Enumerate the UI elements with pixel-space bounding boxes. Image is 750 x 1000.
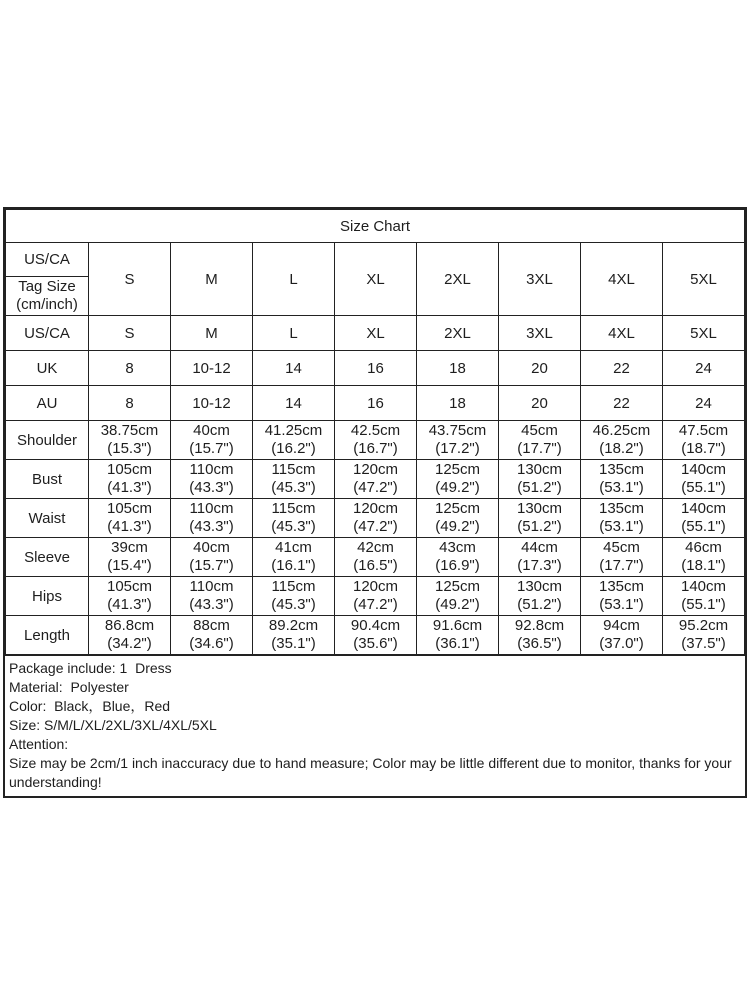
- measure-cell: [663, 499, 745, 538]
- size-cell: 2XL: [417, 316, 499, 351]
- measure-cell: [89, 577, 171, 616]
- measure-cm: 125cm: [434, 578, 481, 595]
- row-label: Waist: [6, 499, 89, 538]
- measure-inch: (18.2"): [599, 440, 644, 457]
- measure-cell: [335, 577, 417, 616]
- measure-cm: 86.8cm: [104, 617, 155, 634]
- measure-inch: (15.3"): [107, 440, 152, 457]
- measure-cm: 47.5cm: [678, 422, 729, 439]
- measure-inch: (18.7"): [681, 440, 726, 457]
- measure-cell: [663, 538, 745, 577]
- measure-inch: (16.2"): [271, 440, 316, 457]
- measure-cell: [581, 538, 663, 577]
- measure-inch: (18.1"): [681, 557, 726, 574]
- measure-cm: 140cm: [680, 500, 727, 517]
- note-line-2: Color: Black，Blue，Red: [9, 698, 171, 714]
- size-cell: 8: [89, 386, 171, 421]
- measure-cell: [253, 616, 335, 655]
- size-cell: 5XL: [663, 316, 745, 351]
- measure-inch: (51.2"): [517, 518, 562, 535]
- measure-inch: (47.2"): [353, 479, 398, 496]
- measure-cm: 120cm: [352, 578, 399, 595]
- size-cell: 10-12: [171, 386, 253, 421]
- measure-row-bust: [6, 460, 745, 499]
- measure-inch: (51.2"): [517, 596, 562, 613]
- measure-inch: (49.2"): [435, 518, 480, 535]
- header-size-2xl: 2XL: [417, 243, 499, 316]
- measure-row-shoulder: [6, 421, 745, 460]
- measure-row-hips: [6, 577, 745, 616]
- measure-cm: 44cm: [521, 539, 558, 556]
- measure-cell: [171, 538, 253, 577]
- measure-cell: [89, 538, 171, 577]
- measure-inch: (16.1"): [271, 557, 316, 574]
- measure-cell: [499, 538, 581, 577]
- measure-cm: 91.6cm: [432, 617, 483, 634]
- measure-cell: [335, 421, 417, 460]
- note-line-3: Size: S/M/L/XL/2XL/3XL/4XL/5XL: [9, 717, 217, 733]
- measure-cell: [89, 460, 171, 499]
- measure-cm: 125cm: [434, 461, 481, 478]
- measure-cell: [89, 499, 171, 538]
- measure-cell: [171, 421, 253, 460]
- measure-cm: 40cm: [193, 539, 230, 556]
- size-cell: 18: [417, 386, 499, 421]
- measure-cm: 135cm: [598, 500, 645, 517]
- measure-inch: (41.3"): [107, 518, 152, 535]
- corner-cell-tag-size: [6, 277, 89, 316]
- size-cell: 8: [89, 351, 171, 386]
- measure-inch: (37.0"): [599, 635, 644, 652]
- size-row-au: [6, 386, 745, 421]
- measure-inch: (17.3"): [517, 557, 562, 574]
- table-title: Size Chart: [6, 210, 745, 243]
- measure-inch: (53.1"): [599, 596, 644, 613]
- measure-inch: (45.3"): [271, 518, 316, 535]
- measure-cell: [581, 616, 663, 655]
- measure-cm: 110cm: [189, 461, 234, 478]
- header-size-xl: XL: [335, 243, 417, 316]
- header-size-3xl: 3XL: [499, 243, 581, 316]
- measure-inch: (49.2"): [435, 596, 480, 613]
- size-cell: M: [171, 316, 253, 351]
- size-cell: 14: [253, 386, 335, 421]
- row-label: Bust: [6, 460, 89, 499]
- measure-cell: [581, 421, 663, 460]
- measure-cm: 120cm: [352, 500, 399, 517]
- row-label: AU: [6, 386, 89, 421]
- measure-inch: (53.1"): [599, 518, 644, 535]
- header-size-s: S: [89, 243, 171, 316]
- measure-cell: [581, 577, 663, 616]
- measure-inch: (34.2"): [107, 635, 152, 652]
- measure-cell: [417, 499, 499, 538]
- size-cell: 3XL: [499, 316, 581, 351]
- measure-cm: 105cm: [106, 500, 153, 517]
- row-label: US/CA: [6, 316, 89, 351]
- measure-cm: 115cm: [271, 500, 316, 517]
- measure-cm: 95.2cm: [678, 617, 729, 634]
- measure-cm: 42cm: [357, 539, 394, 556]
- measure-cell: [663, 616, 745, 655]
- measure-cell: [335, 499, 417, 538]
- measure-cm: 110cm: [189, 578, 234, 595]
- measure-cell: [89, 616, 171, 655]
- measure-cm: 43.75cm: [428, 422, 487, 439]
- measure-cell: [499, 616, 581, 655]
- note-line-4: Attention:: [9, 736, 69, 752]
- size-cell: 14: [253, 351, 335, 386]
- measure-inch: (45.3"): [271, 596, 316, 613]
- measure-cm: 105cm: [106, 461, 153, 478]
- size-cell: 20: [499, 386, 581, 421]
- measure-cell: [89, 421, 171, 460]
- measure-inch: (43.3"): [189, 518, 234, 535]
- measure-cm: 140cm: [680, 461, 727, 478]
- measure-cm: 115cm: [271, 578, 316, 595]
- measure-cell: [171, 616, 253, 655]
- measure-cm: 39cm: [111, 539, 148, 556]
- measure-cm: 130cm: [516, 461, 563, 478]
- tag-size-line1: Tag Size: [18, 278, 76, 295]
- measure-cell: [663, 577, 745, 616]
- note-line-5: Size may be 2cm/1 inch inaccuracy due to hand measure; Color may be little different due to monitor, thanks for your understanding!: [9, 755, 736, 790]
- row-label: Sleeve: [6, 538, 89, 577]
- measure-inch: (47.2"): [353, 518, 398, 535]
- note-line-0: Package include: 1 Dress: [9, 660, 172, 676]
- measure-cm: 88cm: [193, 617, 230, 634]
- header-size-5xl: 5XL: [663, 243, 745, 316]
- measure-inch: (41.3"): [107, 596, 152, 613]
- measure-cm: 125cm: [434, 500, 481, 517]
- measure-cm: 41.25cm: [264, 422, 323, 439]
- measure-cell: [581, 460, 663, 499]
- measure-cm: 46cm: [685, 539, 722, 556]
- header-size-m: M: [171, 243, 253, 316]
- measure-inch: (55.1"): [681, 518, 726, 535]
- measure-cm: 140cm: [680, 578, 727, 595]
- measure-inch: (55.1"): [681, 479, 726, 496]
- measure-inch: (53.1"): [599, 479, 644, 496]
- measure-cm: 130cm: [516, 578, 563, 595]
- measure-cell: [335, 616, 417, 655]
- measure-inch: (36.5"): [517, 635, 562, 652]
- row-label: UK: [6, 351, 89, 386]
- measure-inch: (55.1"): [681, 596, 726, 613]
- header-size-l: L: [253, 243, 335, 316]
- measure-inch: (37.5"): [681, 635, 726, 652]
- measure-cell: [417, 616, 499, 655]
- measure-cm: 40cm: [193, 422, 230, 439]
- size-cell: 4XL: [581, 316, 663, 351]
- measure-inch: (36.1"): [435, 635, 480, 652]
- measure-cell: [499, 577, 581, 616]
- measure-inch: (47.2"): [353, 596, 398, 613]
- measure-inch: (16.9"): [435, 557, 480, 574]
- measure-cm: 89.2cm: [268, 617, 319, 634]
- size-cell: 16: [335, 386, 417, 421]
- row-label: Shoulder: [6, 421, 89, 460]
- tag-size-line2: (cm/inch): [16, 296, 78, 313]
- size-cell: 22: [581, 351, 663, 386]
- measure-row-waist: [6, 499, 745, 538]
- measure-cm: 94cm: [603, 617, 640, 634]
- measure-cell: [171, 460, 253, 499]
- measure-cell: [335, 460, 417, 499]
- measure-cm: 130cm: [516, 500, 563, 517]
- size-cell: 18: [417, 351, 499, 386]
- measure-cell: [499, 421, 581, 460]
- measure-inch: (41.3"): [107, 479, 152, 496]
- measure-cm: 90.4cm: [350, 617, 401, 634]
- measure-inch: (17.7"): [517, 440, 562, 457]
- measure-inch: (15.7"): [189, 557, 234, 574]
- note-line-1: Material: Polyester: [9, 679, 129, 695]
- measure-inch: (45.3"): [271, 479, 316, 496]
- measure-inch: (35.6"): [353, 635, 398, 652]
- measure-cm: 45cm: [603, 539, 640, 556]
- measure-cm: 105cm: [106, 578, 153, 595]
- measure-row-length: [6, 616, 745, 655]
- measure-cm: 120cm: [352, 461, 399, 478]
- measure-cm: 41cm: [275, 539, 312, 556]
- size-row-uk: [6, 351, 745, 386]
- size-cell: L: [253, 316, 335, 351]
- measure-cm: 38.75cm: [100, 422, 159, 439]
- size-cell: 16: [335, 351, 417, 386]
- header-row: [6, 243, 745, 277]
- measure-cell: [253, 499, 335, 538]
- measure-inch: (15.7"): [189, 440, 234, 457]
- measure-cell: [417, 421, 499, 460]
- size-chart-sheet: [3, 207, 747, 798]
- measure-inch: (16.7"): [353, 440, 398, 457]
- measure-cell: [253, 577, 335, 616]
- measure-row-sleeve: [6, 538, 745, 577]
- measure-cell: [581, 499, 663, 538]
- size-cell: S: [89, 316, 171, 351]
- measure-inch: (17.7"): [599, 557, 644, 574]
- measure-cm: 115cm: [271, 461, 316, 478]
- measure-cm: 42.5cm: [350, 422, 401, 439]
- size-chart-table: [5, 209, 745, 655]
- measure-cm: 46.25cm: [592, 422, 651, 439]
- size-cell: 10-12: [171, 351, 253, 386]
- measure-cm: 45cm: [521, 422, 558, 439]
- measure-cm: 135cm: [598, 578, 645, 595]
- measure-cell: [417, 538, 499, 577]
- measure-cell: [663, 421, 745, 460]
- size-row-us-ca: [6, 316, 745, 351]
- row-label: Hips: [6, 577, 89, 616]
- measure-inch: (35.1"): [271, 635, 316, 652]
- measure-cell: [663, 460, 745, 499]
- measure-cell: [499, 460, 581, 499]
- header-size-4xl: 4XL: [581, 243, 663, 316]
- row-label: Length: [6, 616, 89, 655]
- measure-cell: [253, 460, 335, 499]
- measure-cell: [499, 499, 581, 538]
- measure-cell: [417, 577, 499, 616]
- corner-cell-us-ca: US/CA: [6, 243, 89, 277]
- measure-inch: (49.2"): [435, 479, 480, 496]
- measure-inch: (17.2"): [435, 440, 480, 457]
- size-cell: 24: [663, 386, 745, 421]
- measure-cell: [417, 460, 499, 499]
- size-cell: 22: [581, 386, 663, 421]
- measure-cm: 92.8cm: [514, 617, 565, 634]
- measure-cell: [253, 421, 335, 460]
- measure-inch: (43.3"): [189, 596, 234, 613]
- measure-cell: [171, 577, 253, 616]
- product-notes: [5, 655, 745, 796]
- measure-cm: 43cm: [439, 539, 476, 556]
- measure-inch: (16.5"): [353, 557, 398, 574]
- size-cell: 24: [663, 351, 745, 386]
- measure-inch: (43.3"): [189, 479, 234, 496]
- size-cell: XL: [335, 316, 417, 351]
- measure-cm: 110cm: [189, 500, 234, 517]
- measure-cell: [171, 499, 253, 538]
- measure-cell: [335, 538, 417, 577]
- measure-cell: [253, 538, 335, 577]
- measure-cm: 135cm: [598, 461, 645, 478]
- title-row: [6, 210, 745, 243]
- measure-inch: (15.4"): [107, 557, 152, 574]
- measure-inch: (51.2"): [517, 479, 562, 496]
- size-cell: 20: [499, 351, 581, 386]
- measure-inch: (34.6"): [189, 635, 234, 652]
